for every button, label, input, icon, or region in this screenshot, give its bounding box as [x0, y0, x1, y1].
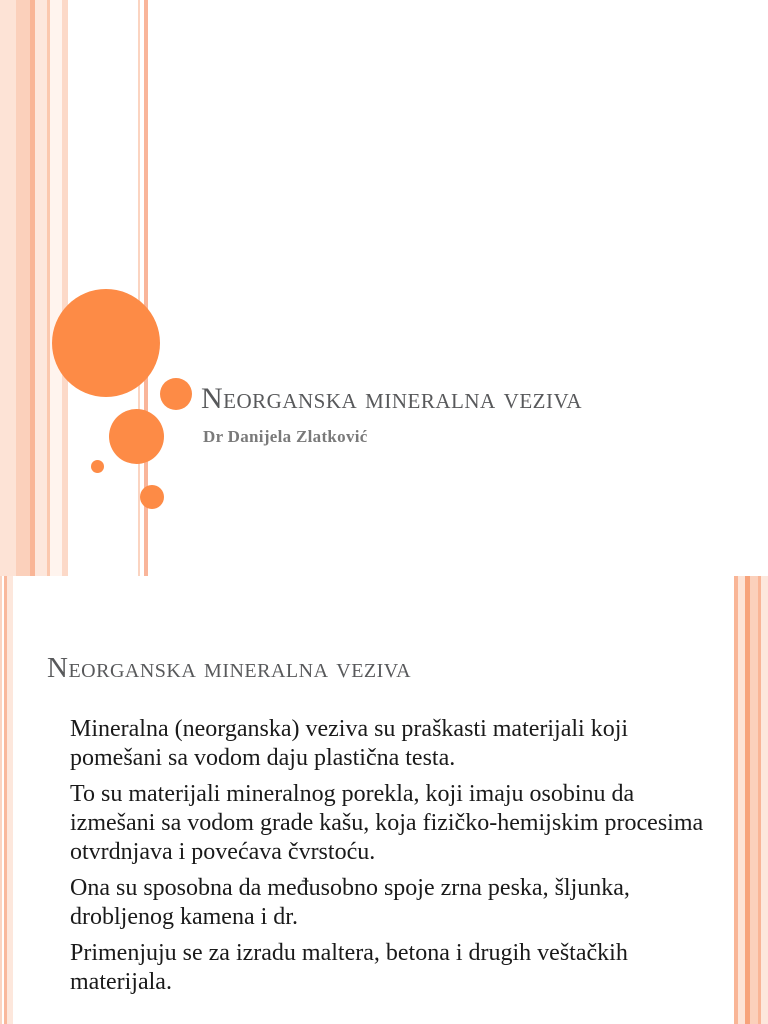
slide-title: Neorganska mineralna veziva: [201, 382, 583, 415]
decorative-stripe: [62, 0, 68, 576]
decorative-stripe: [7, 576, 13, 1024]
decorative-stripe: [750, 576, 758, 1024]
slide-body: [70, 715, 710, 1004]
decorative-stripe: [138, 0, 140, 576]
slide-author: Dr Danijela Zlatković: [203, 427, 368, 446]
content-slide: [0, 576, 768, 1024]
body-paragraph: Primenjuju se za izradu maltera, betona i drugih veštačkih materijala.: [70, 940, 628, 995]
decorative-stripe: [761, 576, 768, 1024]
slide-heading: Neorganska mineralna veziva: [47, 652, 412, 684]
decorative-stripe: [0, 576, 2, 1024]
decorative-circle-dot: [91, 460, 104, 473]
decorative-circle-bottom: [140, 485, 164, 509]
body-paragraph: Mineralna (neorganska) veziva su praškasti materijali koji pomešani sa vodom daju plastična testa.: [70, 716, 629, 771]
decorative-circle-medium: [109, 409, 164, 464]
decorative-stripe: [35, 0, 47, 576]
decorative-stripe: [50, 0, 62, 576]
decorative-stripe: [16, 0, 30, 576]
body-paragraph: To su materijali mineralnog porekla, koji imaju osobinu da izmešani sa vodom grade kašu, koja fizičko-hemijskim procesima otvrdnjava i povećava čvrstoću.: [70, 781, 704, 865]
decorative-stripe: [738, 576, 745, 1024]
decorative-stripe: [0, 0, 16, 576]
decorative-circle-large: [52, 289, 160, 397]
decorative-circle-small: [160, 378, 192, 410]
body-paragraph: Ona su sposobna da međusobno spoje zrna peska, šljunka, drobljenog kamena i dr.: [70, 875, 630, 930]
